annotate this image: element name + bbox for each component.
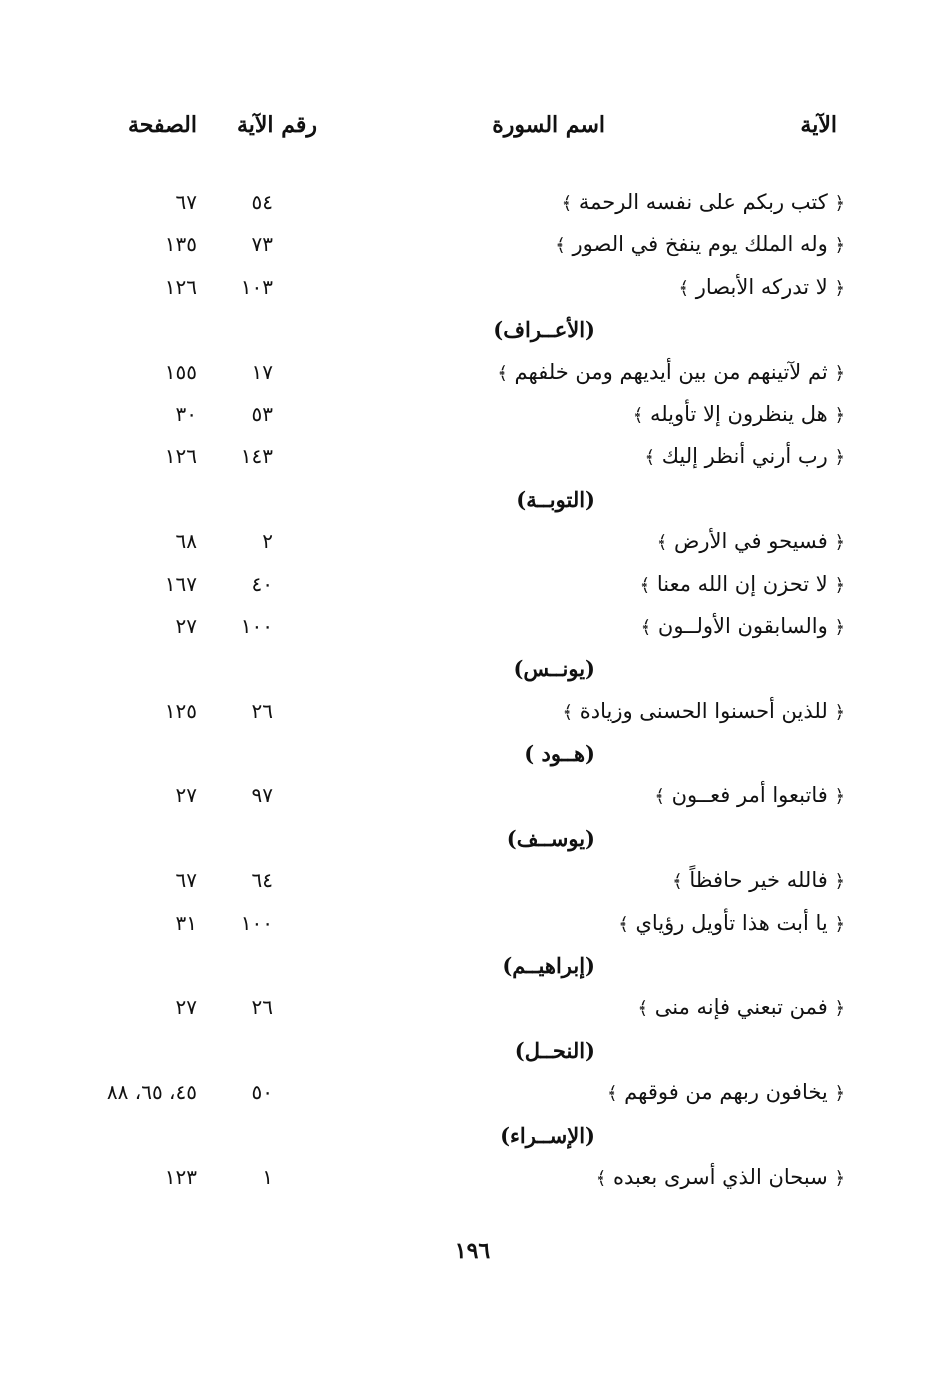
surah-name: (إبراهيــم) — [502, 953, 595, 979]
surah-heading-row — [0, 1032, 945, 1074]
ayah-number-cell: ١٧ — [251, 359, 273, 384]
table-header — [0, 112, 945, 156]
table-row — [0, 1074, 945, 1116]
bracket-open: ﴿ — [834, 786, 845, 808]
verse-cell — [497, 360, 845, 384]
bracket-close: ﴾ — [639, 574, 651, 596]
verse-text: للذين أحسنوا الحسنى وزيادة — [579, 698, 828, 723]
verse-text: فالله خير حافظاً — [689, 868, 828, 893]
table-row — [0, 693, 945, 735]
bracket-close: ﴾ — [632, 404, 644, 426]
page-ref-cell: ٦٧ — [175, 868, 197, 893]
surah-heading-row — [0, 481, 945, 523]
header-page: الصفحة — [127, 112, 197, 138]
surah-name: (الأعــراف) — [493, 317, 595, 343]
verse-text: ثم لآتينهم من بين أيديهم ومن خلفهم — [514, 359, 828, 384]
verse-cell — [640, 572, 845, 596]
bracket-close: ﴾ — [654, 786, 665, 808]
verse-cell — [657, 529, 845, 553]
bracket-open: ﴿ — [834, 1167, 845, 1189]
verse-cell — [638, 995, 845, 1019]
bracket-open: ﴿ — [834, 404, 845, 426]
bracket-open: ﴿ — [834, 532, 845, 554]
bracket-open: ﴿ — [834, 701, 845, 723]
surah-name: (الإســراء) — [500, 1122, 595, 1148]
verse-cell — [679, 275, 845, 299]
bracket-open: ﴿ — [834, 574, 845, 596]
surah-name: (يونــس) — [513, 656, 595, 682]
ayah-number-cell: ٦٤ — [251, 868, 273, 893]
bracket-close: ﴾ — [672, 871, 683, 893]
verse-text: رب أرني أنظر إليك — [661, 444, 828, 469]
verse-text: سبحان الذي أسرى بعبده — [612, 1164, 828, 1189]
bracket-close: ﴾ — [678, 277, 690, 299]
surah-name: (هــود ) — [524, 741, 595, 767]
surah-heading-row — [0, 947, 945, 989]
table-row — [0, 989, 945, 1031]
bracket-close: ﴾ — [637, 998, 649, 1020]
ayah-number-cell: ١٠٠ — [240, 910, 273, 935]
verse-text: يا أبت هذا تأويل رؤياي — [635, 910, 828, 935]
table-row — [0, 905, 945, 947]
bracket-close: ﴾ — [595, 1167, 607, 1189]
header-ayah: الآية — [800, 112, 837, 138]
bracket-open: ﴿ — [834, 616, 845, 638]
header-ayah-number: رقم الآية — [236, 112, 317, 138]
table-row — [0, 354, 945, 396]
verse-text: لا تحزن إن الله معنا — [656, 571, 828, 596]
verse-cell — [555, 232, 845, 256]
table-row — [0, 438, 945, 480]
verse-cell — [654, 783, 845, 807]
table-row — [0, 608, 945, 650]
bracket-close: ﴾ — [644, 447, 656, 469]
ayah-number-cell: ٧٣ — [251, 232, 273, 257]
verse-cell — [562, 190, 845, 214]
verse-cell — [645, 444, 846, 468]
surah-heading-row — [0, 735, 945, 777]
verse-text: فسيحو في الأرض — [674, 529, 828, 554]
page-ref-cell: ٢٧ — [175, 613, 197, 638]
page-ref-cell: ١٢٦ — [164, 444, 197, 469]
verse-cell — [633, 402, 845, 426]
page-ref-cell: ١٥٥ — [164, 359, 197, 384]
surah-heading-row — [0, 1117, 945, 1159]
ayah-number-cell: ٢ — [262, 529, 273, 554]
page-ref-cell: ١٢٣ — [164, 1164, 197, 1189]
verse-cell — [596, 1165, 845, 1189]
verse-cell — [618, 911, 845, 935]
bracket-close: ﴾ — [561, 193, 573, 214]
page-ref-cell: ٦٧ — [175, 190, 197, 214]
bracket-close: ﴾ — [640, 616, 652, 638]
surah-name: (يوســف) — [506, 825, 595, 851]
ayah-number-cell: ١٤٣ — [240, 444, 273, 469]
ayah-number-cell: ٤٠ — [251, 571, 273, 596]
verse-index-table — [0, 184, 945, 1201]
bracket-close: ﴾ — [606, 1083, 618, 1105]
verse-text: والسابقون الأولــون — [657, 613, 828, 638]
bracket-close: ﴾ — [555, 235, 566, 257]
surah-name: (التوبــة) — [516, 486, 595, 512]
table-row — [0, 777, 945, 819]
bracket-open: ﴿ — [834, 277, 845, 299]
bracket-close: ﴾ — [497, 362, 508, 384]
page-ref-cell: ٢٧ — [175, 995, 197, 1020]
ayah-number-cell: ٥٣ — [251, 401, 273, 426]
verse-text: فاتبعوا أمر فعــون — [671, 783, 828, 808]
bracket-close: ﴾ — [562, 701, 574, 723]
bracket-open: ﴿ — [834, 913, 845, 935]
bracket-open: ﴿ — [834, 362, 845, 384]
verse-text: كتب ربكم على نفسه الرحمة — [578, 190, 828, 214]
bracket-open: ﴿ — [834, 235, 845, 257]
table-row — [0, 226, 945, 268]
bracket-open: ﴿ — [834, 193, 845, 214]
surah-heading-row — [0, 650, 945, 692]
page-number: ١٩٦ — [454, 1238, 491, 1264]
page-ref-cell: ٤٥، ٦٥، ٨٨ — [106, 1080, 197, 1105]
page-ref-cell: ٢٧ — [175, 783, 197, 808]
verse-cell — [562, 699, 845, 723]
verse-text: وله الملك يوم ينفخ في الصور — [572, 232, 828, 257]
table-row — [0, 1159, 945, 1201]
page-ref-cell: ٦٨ — [175, 529, 197, 554]
bracket-open: ﴿ — [834, 1083, 845, 1105]
surah-heading-row — [0, 820, 945, 862]
ayah-number-cell: ١٠٣ — [240, 274, 273, 299]
table-row — [0, 523, 945, 565]
ayah-number-cell: ٢٦ — [251, 698, 273, 723]
page-ref-cell: ٣١ — [175, 910, 197, 935]
ayah-number-cell: ٥٤ — [251, 190, 273, 214]
ayah-number-cell: ٥٠ — [251, 1080, 273, 1105]
ayah-number-cell: ١ — [262, 1164, 273, 1189]
verse-text: هل ينظرون إلا تأويله — [649, 401, 828, 426]
page-ref-cell: ٣٠ — [175, 401, 197, 426]
verse-cell — [607, 1080, 845, 1104]
bracket-open: ﴿ — [834, 447, 845, 469]
table-row — [0, 396, 945, 438]
page-ref-cell: ١٢٥ — [164, 698, 197, 723]
surah-heading-row — [0, 311, 945, 353]
surah-name: (النحــل) — [514, 1037, 595, 1063]
bracket-close: ﴾ — [656, 532, 668, 554]
bracket-open: ﴿ — [834, 871, 845, 893]
table-row — [0, 184, 945, 226]
ayah-number-cell: ١٠٠ — [240, 613, 273, 638]
header-surah-name: اسم السورة — [492, 112, 605, 138]
ayah-number-cell: ٢٦ — [251, 995, 273, 1020]
bracket-close: ﴾ — [618, 913, 629, 935]
table-row — [0, 566, 945, 608]
verse-cell — [641, 614, 845, 638]
page-ref-cell: ١٢٦ — [164, 274, 197, 299]
verse-text: فمن تبعني فإنه منى — [654, 995, 828, 1020]
page-ref-cell: ١٣٥ — [164, 232, 197, 257]
verse-cell — [672, 868, 845, 892]
table-row — [0, 269, 945, 311]
page-ref-cell: ١٦٧ — [164, 571, 197, 596]
verse-text: يخافون ربهم من فوقهم — [624, 1080, 828, 1105]
table-row — [0, 862, 945, 904]
ayah-number-cell: ٩٧ — [251, 783, 273, 808]
verse-text: لا تدركه الأبصار — [695, 274, 828, 299]
bracket-open: ﴿ — [834, 998, 845, 1020]
